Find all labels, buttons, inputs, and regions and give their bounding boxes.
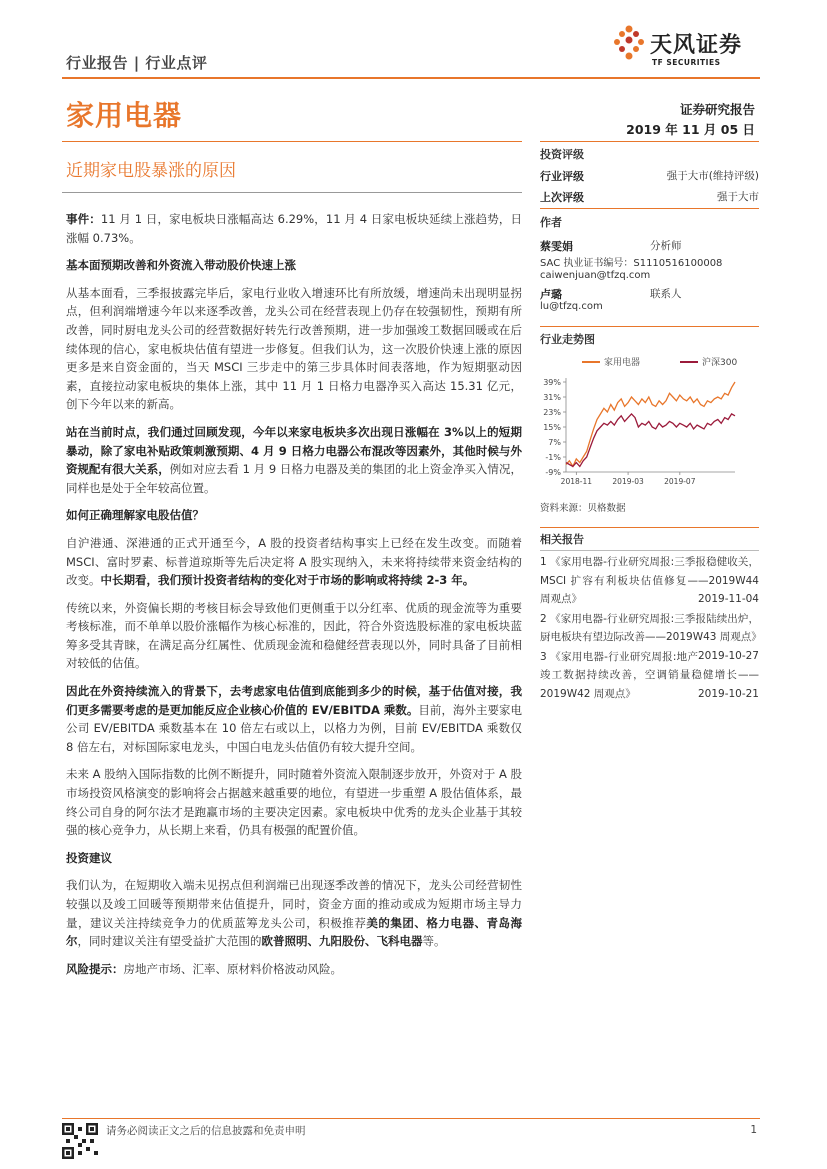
report-label: 证券研究报告 (679, 102, 755, 117)
event-label: 事件： (66, 212, 101, 226)
paragraph (66, 876, 522, 950)
section-divider (540, 550, 759, 551)
author-heading: 作者 (540, 216, 562, 229)
rating-heading: 投资评级 (540, 148, 584, 161)
section-divider (540, 326, 759, 327)
rating-row (540, 168, 759, 184)
related-report-item[interactable] (540, 610, 762, 662)
x-tick-label: 2018-11 (560, 477, 593, 486)
related-report-title: 2 《家用电器-行业研究周报:三季报陆续出炉，厨电板块有望边际改善——2019W43 周观点》 (540, 612, 762, 643)
emphasis-text: 因此在外资持续流入的背景下，去考虑家电估值到底能到多少的时候，基于估值对接，我们更多需要考虑的是更加能反应企业核心价值的 EV/EBITDA 乘数。 (66, 684, 522, 717)
paragraph (66, 534, 522, 590)
section-divider (540, 208, 759, 209)
logo-cn: 天风证券 (650, 33, 743, 58)
related-report-title: 3 《家用电器-行业研究周报:地产竣工数据持续改善，空调销量稳健增长——2019W42 周观点》 (540, 650, 759, 700)
paragraph-text: 例如对应去看 1 月 9 日格力电器及美的集团的北上资金净买入情况，同样也是处于全年较高位置。 (66, 462, 522, 495)
author-section (540, 214, 759, 312)
rating-section (540, 146, 759, 205)
rating-label: 上次评级 (540, 191, 584, 204)
paragraph-text: ，同时建议关注有望受益扩大范围的 (77, 934, 262, 949)
header-divider (62, 77, 760, 79)
paragraph-text: 等。 (422, 934, 446, 949)
paragraph-text: 目前，海外主要家电公司 EV/EBITDA 乘数基本在 10 倍左右或以上，以格力为例，目前 EV/EBITDA 乘数仅 8 倍左右，对标国际家电龙头，中国白电龙头估值仍有较大提升空间。 (66, 702, 523, 754)
section-heading: 如何正确理解家电股估值？ (66, 508, 204, 523)
related-report-date: 2019-10-21 (697, 687, 759, 700)
logo-en: TF SECURITIES (652, 58, 721, 67)
footer-divider (62, 1118, 760, 1119)
related-list (540, 553, 762, 703)
risk-label: 风险提示： (66, 961, 124, 976)
page-number: 1 (750, 1124, 757, 1136)
report-title: 近期家电股暴涨的原因 (66, 161, 236, 181)
paragraph-text: 我们认为，在短期收入端未见拐点但利润端已出现逐季改善的情况下，龙头公司经营韧性较强以及竣工回暖等预期带来估值提升，同时，资金方面的推动或成为短期市场主导力量，建议关注持续竞争力的优质蓝筹龙头公司，积极推荐 (66, 878, 522, 930)
main-body (66, 210, 522, 978)
section-divider (540, 527, 759, 528)
y-tick-label: 23% (543, 408, 561, 417)
rating-row (540, 189, 759, 205)
paragraph (66, 682, 522, 756)
event-text: 11 月 1 日，家电板块日涨幅高达 6.29%，11 月 4 日家电板块延续上涨趋势，日涨幅 0.73%。 (66, 212, 522, 245)
section-heading: 投资建议 (66, 850, 112, 865)
paragraph-text: 自沪港通、深港通的正式开通至今，A 股的投资者结构事实上已经在发生改变。而随着 MSCI、富时罗素、标普道琼斯等先后决定将 A 股实现纳入，未来将持续带来资金结构的改变。 (66, 535, 522, 588)
author-row (540, 238, 759, 252)
paragraph: 从基本面看，三季报披露完毕后，家电行业收入增速环比有所放缓，增速尚未出现明显拐点，但利润端增速今年以来逐季改善，龙头公司在经营表现上仍存在较强韧性，预期有所改善，同时厨电龙头公司的经营数据好转先行改善预期，进一步加强竣工数据回暖或在后续体现的信心，家电板块估值有望进一步修复。但我们认为，这一次股价快速上涨的原因更多是来自资金面的，当天 MSCI 三步走中的第三步具体时间表落地，作为短期驱动因素，直接拉动家电板块的集体上涨，其中 11 月 1 日格力电器净买入高达 15.31 亿元，创下今年以来的新高。 (66, 285, 522, 412)
author-email[interactable]: caiwenjuan@tfzq.com (540, 270, 651, 281)
y-tick-label: 31% (543, 393, 561, 402)
legend-label: 家用电器 (604, 358, 641, 368)
paragraph: 未来 A 股纳入国际指数的比例不断提升，同时随着外资流入限制逐步放开，外资对于 A 股市场投资风格演变的影响将会占据越来越重要的地位，有望进一步重塑 A 股估值体系，最终公司自身的阿尔法才是跑赢市场的主要决定因素。家电板块中优秀的龙头企业基于其较强的核心竞争力，从长期上来看，仍具有极强的配置价值。 (66, 767, 522, 838)
author-row (540, 286, 759, 300)
qr-code-icon (62, 1123, 98, 1159)
related-heading: 相关报告 (540, 533, 584, 546)
related-report-date: 2019-11-04 (697, 593, 759, 605)
emphasis-text: 中长期看，我们预计投资者结构的变化对于市场的影响或将持续 2-3 年。 (100, 573, 475, 588)
report-date: 2019 年 11 月 05 日 (626, 122, 755, 137)
author-email[interactable]: lu@tfzq.com (540, 301, 603, 312)
emphasis-text: 欧普照明、九阳股份、飞科电器 (261, 934, 423, 949)
related-report-date: 2019-10-27 (697, 649, 759, 662)
y-tick-label: 7% (548, 438, 561, 447)
related-report-title: 1 《家用电器-行业研究周报:三季报稳健收关，MSCI 扩容有利板块估值修复——2019W44 周观点》 (540, 556, 759, 605)
logo-mark-icon (612, 24, 646, 64)
rating-value: 强于大市 (717, 191, 759, 203)
y-tick-label: -1% (545, 453, 561, 462)
legend-label: 沪深300 (702, 358, 738, 368)
author-name: 蔡雯娟 (540, 240, 573, 253)
title-underline (62, 192, 522, 193)
author-cert: SAC 执业证书编号：S1110516100008 (540, 258, 723, 269)
risk-text: 房地产市场、汇率、原材料价格波动风险。 (123, 961, 342, 976)
title-divider (62, 141, 522, 142)
emphasis-text: 站在当前时点，我们通过回顾发现，今年以来家电板块多次出现日涨幅在 3%以上的短期暴动，除了家电补贴政策刺激预期、4 月 9 日格力电器公布混改等因素外，其他时候与外资规配有很大关系， (66, 424, 522, 477)
sidebar-divider (540, 141, 759, 142)
risk-paragraph (66, 960, 522, 979)
series-line-csi300 (566, 414, 735, 467)
chart-heading: 行业走势图 (540, 333, 595, 346)
related-section (540, 531, 762, 703)
y-tick-label: 39% (543, 378, 561, 387)
author-role: 分析师 (650, 240, 682, 252)
y-tick-label: -9% (545, 468, 561, 477)
event-paragraph (66, 210, 522, 247)
trend-chart (540, 350, 759, 490)
chart-source: 资料来源：贝格数据 (540, 503, 626, 514)
author-name: 卢璐 (540, 288, 562, 301)
y-tick-label: 15% (543, 423, 561, 432)
report-type: 行业报告 | 行业点评 (66, 54, 208, 72)
emphasis-text: 美的集团、格力电器、青岛海尔 (66, 915, 523, 949)
section-heading: 基本面预期改善和外资流入带动股价快速上涨 (66, 258, 296, 273)
author-role: 联系人 (650, 288, 682, 300)
company-logo (612, 24, 762, 76)
paragraph (66, 423, 522, 497)
rating-value: 强于大市(维持评级) (666, 170, 759, 182)
disclaimer: 请务必阅读正文之后的信息披露和免责申明 (106, 1125, 306, 1137)
rating-label: 行业评级 (540, 170, 584, 183)
x-tick-label: 2019-03 (612, 477, 644, 486)
x-tick-label: 2019-07 (664, 477, 696, 486)
related-report-item[interactable] (540, 553, 759, 609)
sector-title: 家用电器 (66, 99, 183, 132)
paragraph: 传统以来，外资偏长期的考核目标会导致他们更侧重于以分红率、优质的现金流等为重要考核标准，而不单单以股价涨幅作为核心标准的，因此，符合外资选股标准的家电板块蓝筹多受其青睐，在满足高分红属性、优质现金流和稳健经营表现以外，同时具备了目前相对较低的估值。 (66, 600, 522, 671)
